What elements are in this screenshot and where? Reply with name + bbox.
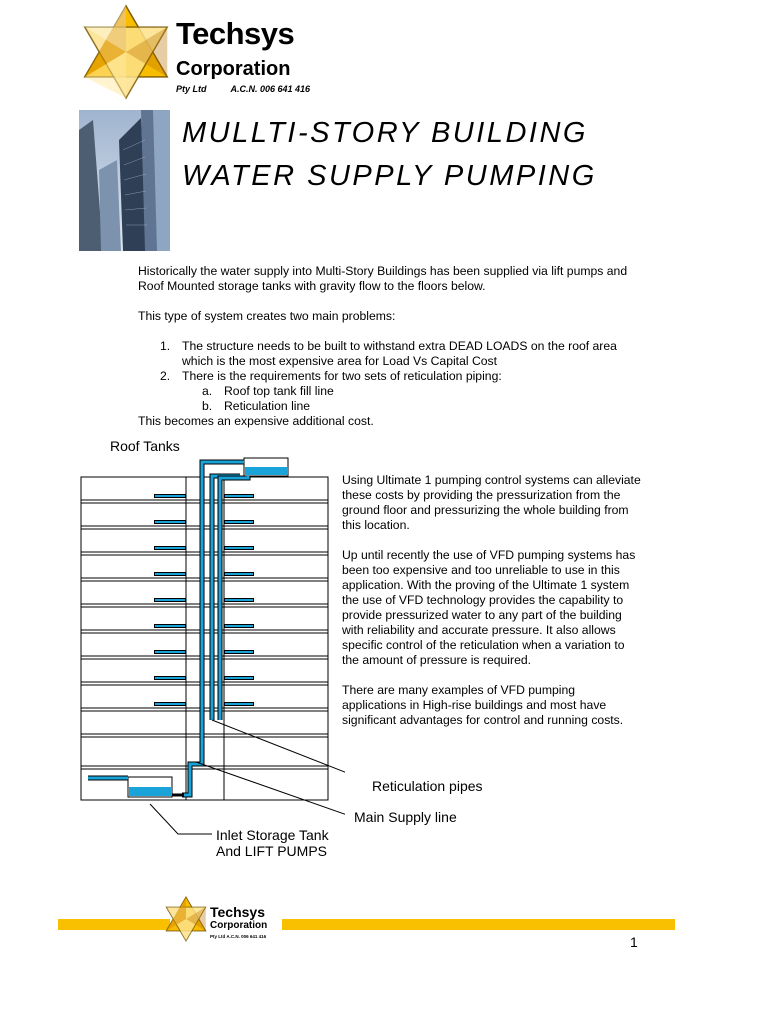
company-type: Corporation — [176, 58, 291, 80]
footer-bar-right — [282, 919, 675, 930]
reticulation-pipes-label: Reticulation pipes — [372, 778, 483, 794]
solution-paragraph-2: Up until recently the use of VFD pumping systems has been too expensive and too unreliable to use in this application. With the proving of the Ultimate 1 system the use of VFD technology provides the capability to provide pressurized water to any part of the building with reliability and accurate pressure. It also allows specific control of the reticulation when a variation to the amount of pressure is required. — [342, 548, 636, 667]
intro-paragraph-1: Historically the water supply into Multi-Story Buildings has been supplied via lift pumps and Roof Mounted storage tanks with gravity flow to the floors below. — [138, 264, 628, 293]
inlet-callout — [150, 804, 212, 834]
company-suffix: Pty Ltd — [176, 84, 207, 94]
document-title — [182, 112, 597, 198]
roof-tank-water — [245, 467, 287, 475]
inlet-tank-water — [129, 787, 171, 796]
solution-paragraph-1: Using Ultimate 1 pumping control systems can alleviate these costs by providing the pressurization from the ground floor and pressurizing the whole building from this location. — [342, 473, 641, 532]
skyscraper-photo — [79, 110, 170, 251]
roof-tanks-label: Roof Tanks — [110, 438, 180, 454]
intro-closing: This becomes an expensive additional cost. — [138, 414, 374, 428]
intro-paragraph-2: This type of system creates two main problems: — [138, 309, 396, 323]
problem-item: 1. The structure needs to be built to withstand extra DEAD LOADS on the roof area which is the most expensive area for Load Vs Capital Cost — [160, 339, 617, 368]
footer-bar-left — [58, 919, 170, 930]
main-supply-label: Main Supply line — [354, 809, 457, 825]
footer-registration: Pty Ltd A.C.N. 006 641 416 — [210, 934, 267, 939]
intro-section — [138, 264, 648, 429]
sub-item: a. Roof top tank fill line — [202, 384, 334, 398]
techsys-footer-logo-icon — [163, 896, 209, 942]
solution-section — [342, 473, 642, 743]
company-acn: A.C.N. 006 641 416 — [230, 84, 311, 94]
solution-paragraph-3: There are many examples of VFD pumping applications in High-rise buildings and most have significant advantages for control and running costs. — [342, 683, 624, 727]
inlet-tank-label-line-2: And LIFT PUMPS — [216, 843, 328, 859]
page-number: 1 — [630, 934, 638, 950]
inlet-tank-label-line-1: Inlet Storage Tank — [216, 827, 329, 843]
inlet-tank-label — [216, 827, 329, 859]
sub-item: b. Reticulation line — [202, 399, 311, 413]
footer-company-type: Corporation — [210, 920, 268, 931]
footer-company-name: Techsys — [210, 904, 265, 920]
company-name: Techsys — [176, 16, 295, 51]
title-line-2: WATER SUPPLY PUMPING — [182, 160, 597, 192]
company-registration — [176, 85, 310, 94]
techsys-logo-icon — [78, 4, 174, 100]
problem-item: 2. There is the requirements for two sets of reticulation piping: — [160, 369, 502, 383]
main-supply-callout — [196, 762, 345, 816]
title-line-1: MULLTI-STORY BUILDING — [182, 117, 588, 149]
building-diagram — [0, 430, 345, 870]
